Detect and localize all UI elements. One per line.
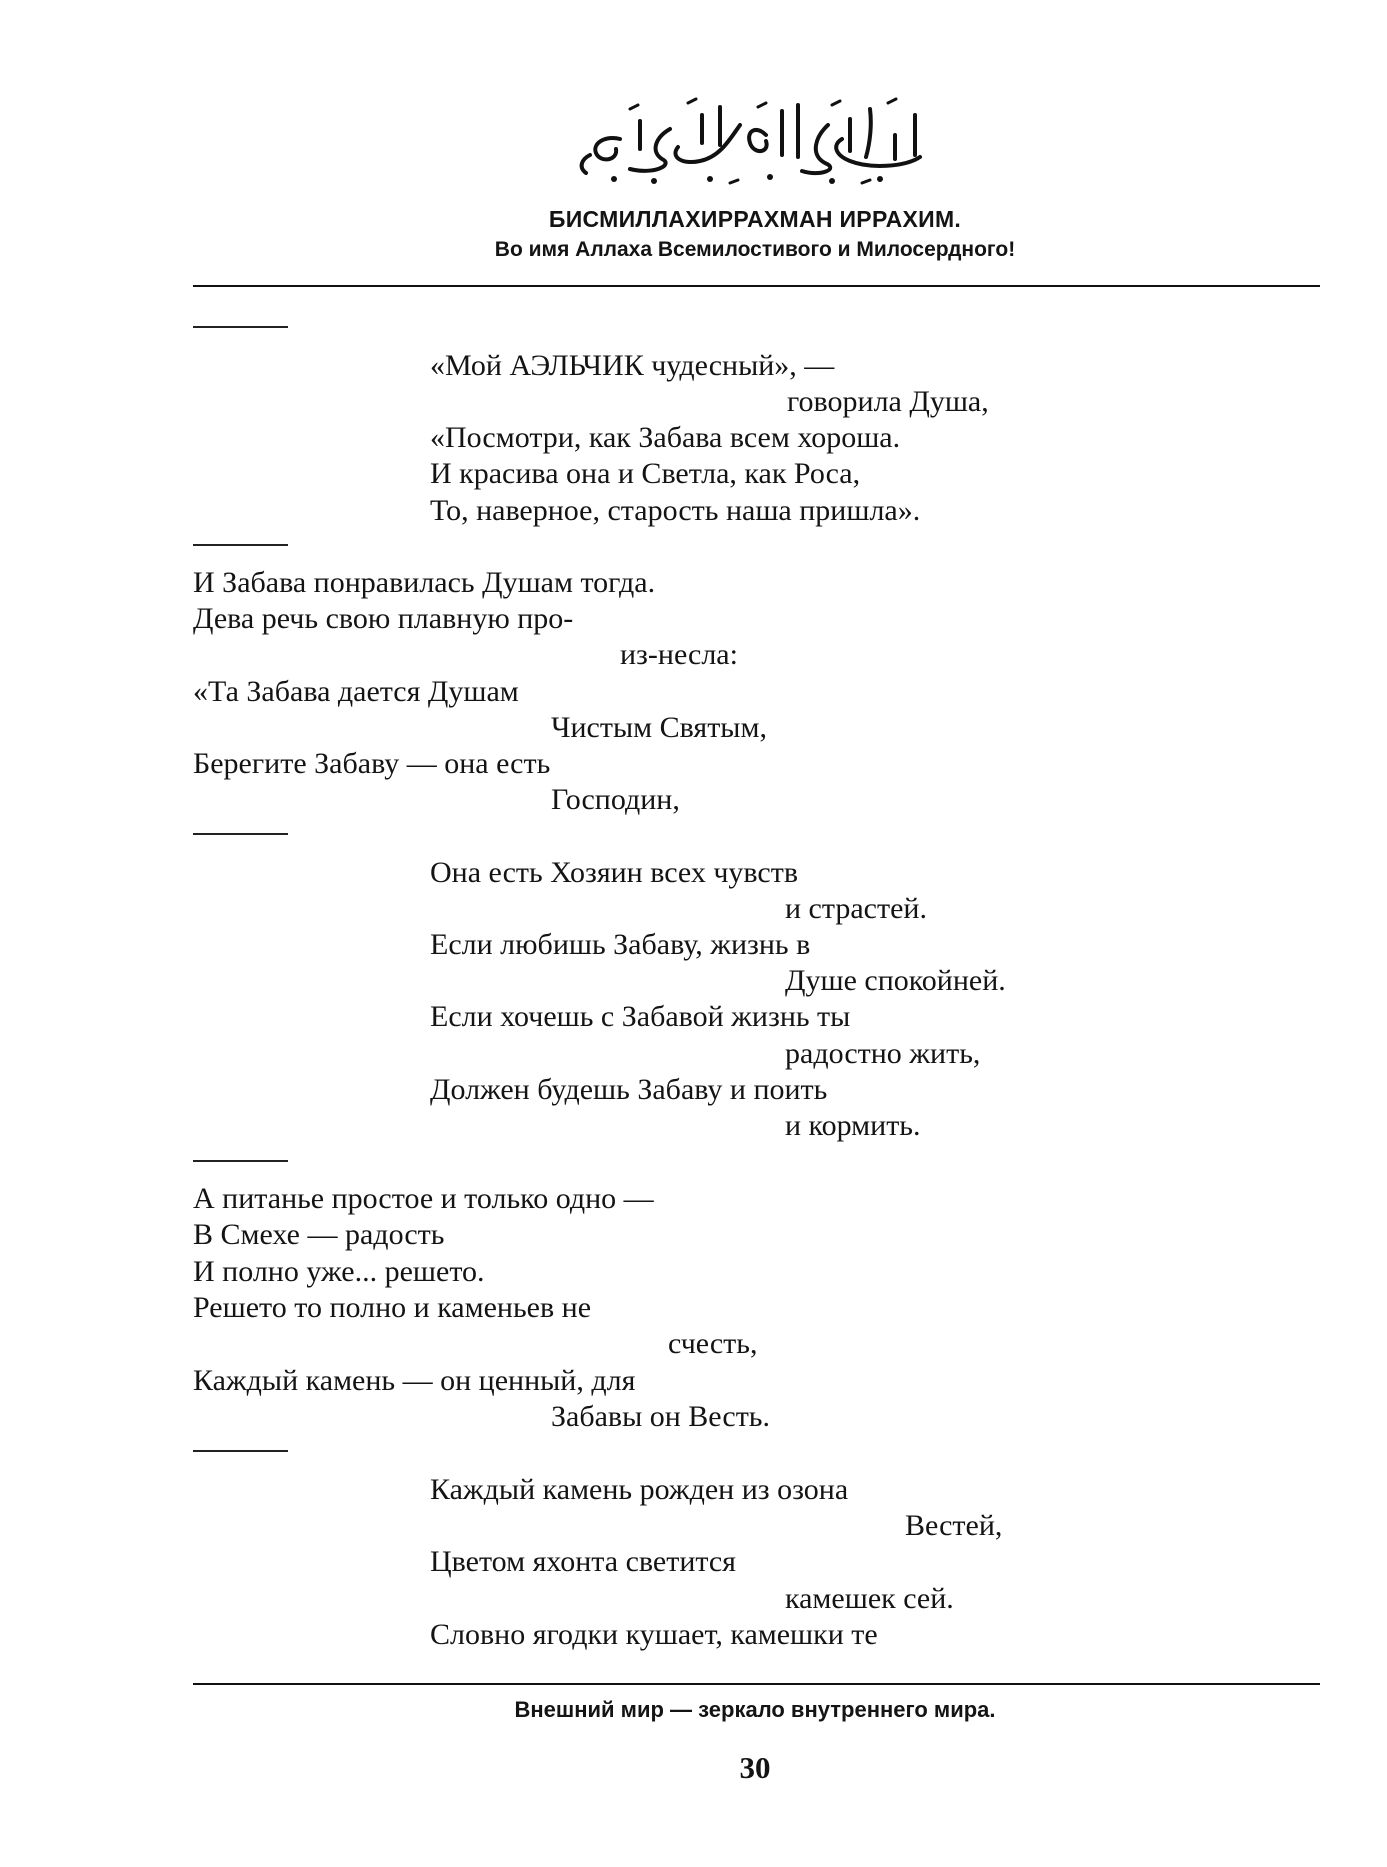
poem-line: счесть,	[668, 1327, 758, 1360]
poem-line: и кормить.	[785, 1109, 921, 1142]
poem-line: камешек сей.	[785, 1582, 954, 1615]
poem-line: Дева речь свою плавную про-	[193, 602, 574, 635]
header-title: БИСМИЛЛАХИРРАХМАН ИРРАХИМ.	[548, 206, 962, 232]
stanza-separator	[193, 833, 288, 835]
poem-line: Чистым Святым,	[551, 711, 767, 744]
poem-line: Если хочешь с Забавой жизнь ты	[430, 1000, 851, 1033]
poem-line: В Смехе — радость	[193, 1218, 445, 1251]
poem-line: Если любишь Забаву, жизнь в	[430, 928, 811, 961]
basmala-calligraphy	[570, 95, 940, 190]
poem-line: говорила Душа,	[787, 385, 989, 418]
page-number: 30	[739, 1750, 771, 1785]
poem-line: радостно жить,	[785, 1037, 981, 1070]
poem-line: и страстей.	[785, 892, 927, 925]
stanza-separator	[193, 1450, 288, 1452]
poem-line: из-несла:	[620, 638, 738, 671]
poem-line: Каждый камень рожден из озона	[430, 1473, 849, 1506]
stanza-separator	[193, 326, 288, 328]
poem-line: Вестей,	[905, 1509, 1003, 1542]
poem-line: И полно уже... решето.	[193, 1255, 485, 1288]
poem-line: Забавы он Весть.	[551, 1400, 770, 1433]
poem-line: Каждый камень — он ценный, для	[193, 1364, 636, 1397]
poem-line: И красива она и Светла, как Роса,	[430, 457, 861, 490]
footer-divider	[193, 1683, 1320, 1685]
poem-line: Должен будешь Забаву и поить	[430, 1073, 828, 1106]
poem-line: Решето то полно и каменьев не	[193, 1291, 592, 1324]
poem-line: А питанье простое и только одно —	[193, 1182, 654, 1215]
poem-line: Словно ягодки кушает, камешки те	[430, 1618, 878, 1651]
stanza-separator	[193, 544, 288, 546]
poem-line: «Мой АЭЛЬЧИК чудесный», —	[430, 349, 835, 382]
poem-line: Цветом яхонта светится	[430, 1545, 736, 1578]
poem-line: «Посмотри, как Забава всем хороша.	[430, 421, 901, 454]
poem-line: Она есть Хозяин всех чувств	[430, 856, 798, 889]
header-subtitle: Во имя Аллаха Всемилостивого и Милосердного!	[494, 238, 1016, 261]
header-divider	[193, 285, 1320, 287]
poem-line: То, наверное, старость наша пришла».	[430, 494, 921, 527]
poem-line: Берегите Забаву — она есть	[193, 747, 551, 780]
poem-line: И Забава понравилась Душам тогда.	[193, 566, 656, 599]
stanza-separator	[193, 1160, 288, 1162]
poem-line: «Та Забава дается Душам	[193, 675, 519, 708]
footer-motto: Внешний мир — зеркало внутреннего мира.	[514, 1697, 996, 1722]
poem-line: Душе спокойней.	[785, 964, 1006, 997]
poem-line: Господин,	[551, 783, 680, 816]
